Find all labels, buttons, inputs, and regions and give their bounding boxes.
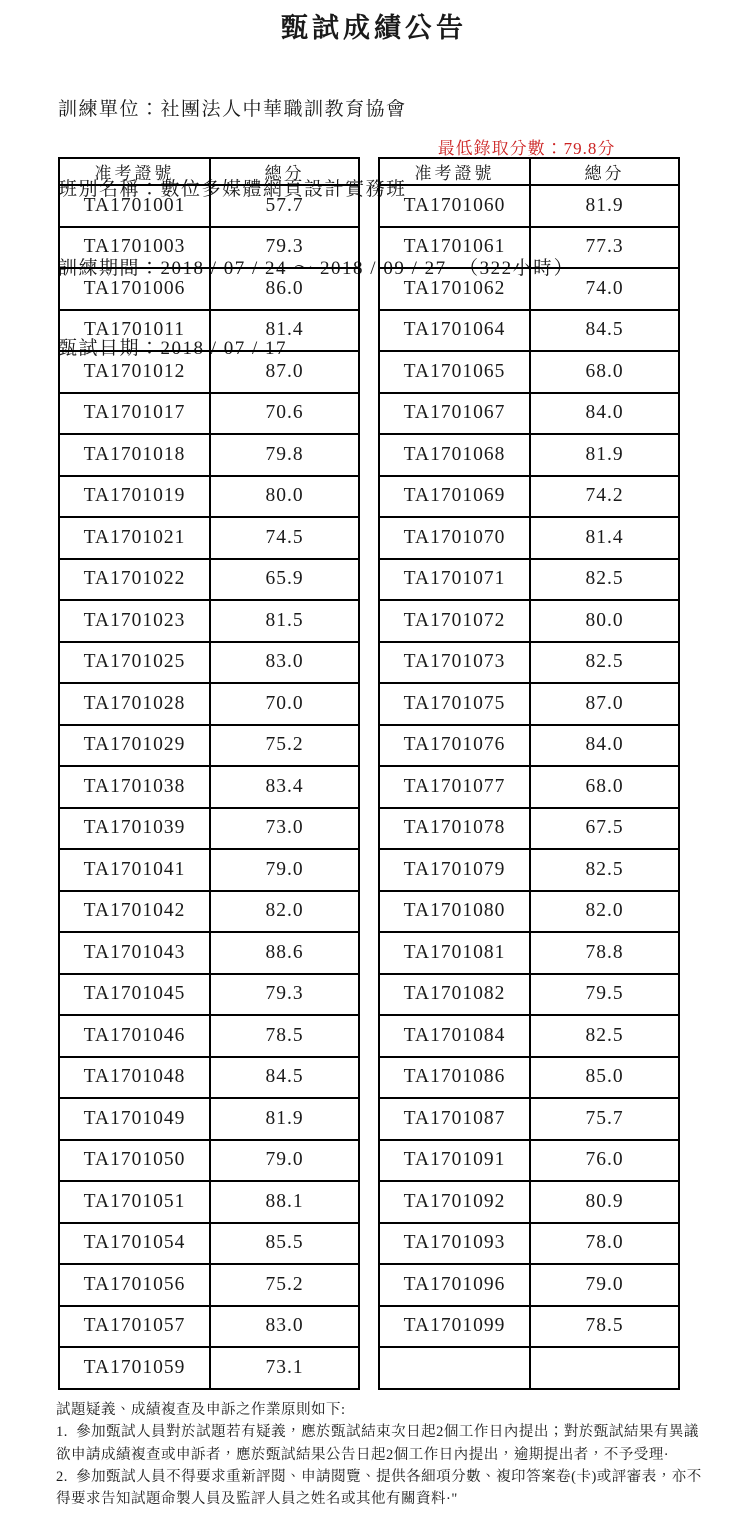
table-row (59, 683, 359, 725)
table-row (379, 766, 679, 808)
table-row (379, 1306, 679, 1348)
table-row (379, 974, 679, 1016)
table-row (379, 393, 679, 435)
score-cell: 80.0 (210, 476, 359, 518)
table-row (59, 351, 359, 393)
exam-id-cell: TA1701080 (379, 891, 530, 933)
score-cell: 84.5 (210, 1057, 359, 1099)
footer-intro-line: 試題疑義、成績複查及申訴之作業原則如下: (56, 1402, 346, 1418)
score-cell: 75.7 (530, 1098, 679, 1140)
table-row (59, 932, 359, 974)
table-row (379, 600, 679, 642)
exam-id-cell: TA1701029 (59, 725, 210, 767)
exam-id-cell: TA1701091 (379, 1140, 530, 1182)
table-row (59, 393, 359, 435)
exam-id-cell: TA1701019 (59, 476, 210, 518)
exam-id-cell: TA1701059 (59, 1347, 210, 1389)
score-cell: 78.0 (530, 1223, 679, 1265)
score-cell: 57.7 (210, 185, 359, 227)
exam-id-cell: TA1701018 (59, 434, 210, 476)
score-cell: 85.0 (530, 1057, 679, 1099)
score-cell: 84.5 (530, 310, 679, 352)
table-row (379, 683, 679, 725)
score-cell: 81.9 (530, 185, 679, 227)
exam-id-cell: TA1701065 (379, 351, 530, 393)
exam-id-cell: TA1701060 (379, 185, 530, 227)
exam-id-cell: TA1701025 (59, 642, 210, 684)
score-cell: 79.0 (210, 849, 359, 891)
score-cell: 74.2 (530, 476, 679, 518)
table-row (379, 1140, 679, 1182)
table-row (59, 1181, 359, 1223)
score-cell: 81.9 (530, 434, 679, 476)
total-score-column-header: 總分 (530, 158, 679, 185)
exam-id-cell: TA1701081 (379, 932, 530, 974)
table-row (379, 476, 679, 518)
total-score-column-header: 總分 (210, 158, 359, 185)
table-row (59, 1015, 359, 1057)
table-row (59, 808, 359, 850)
table-row (59, 268, 359, 310)
score-cell: 81.4 (530, 517, 679, 559)
exam-id-cell: TA1701092 (379, 1181, 530, 1223)
exam-id-cell: TA1701070 (379, 517, 530, 559)
footer-rule-2-line-2: 得要求告知試題命製人員及監評人員之姓名或其他有關資料·" (56, 1491, 458, 1508)
exam-id-cell: TA1701075 (379, 683, 530, 725)
exam-id-cell: TA1701087 (379, 1098, 530, 1140)
table-row (379, 1057, 679, 1099)
score-cell: 83.4 (210, 766, 359, 808)
exam-id-cell: TA1701079 (379, 849, 530, 891)
table-row (379, 849, 679, 891)
score-cell: 82.0 (530, 891, 679, 933)
exam-id-cell: TA1701043 (59, 932, 210, 974)
table-row (59, 1057, 359, 1099)
score-cell: 75.2 (210, 725, 359, 767)
score-cell: 78.5 (210, 1015, 359, 1057)
exam-id-cell: TA1701017 (59, 393, 210, 435)
score-cell: 76.0 (530, 1140, 679, 1182)
exam-id-cell: TA1701062 (379, 268, 530, 310)
table-row (379, 310, 679, 352)
exam-id-cell: TA1701006 (59, 268, 210, 310)
table-header-row (59, 158, 359, 185)
exam-id-cell: TA1701084 (379, 1015, 530, 1057)
exam-id-cell: TA1701061 (379, 227, 530, 269)
score-cell: 83.0 (210, 642, 359, 684)
table-row (379, 517, 679, 559)
table-row (379, 642, 679, 684)
score-cell: 84.0 (530, 725, 679, 767)
footer-rule-1-line-1: 1. 參加甄試人員對於試題若有疑義，應於甄試結束次日起2個工作日內提出；對於甄試結果有異議 (56, 1424, 699, 1441)
footer-rule-2-line-1: 2. 參加甄試人員不得要求重新評閱、申請閱覽、提供各細項分數、複印答案卷(卡)或評審表，亦不 (56, 1468, 702, 1485)
table-row (379, 1098, 679, 1140)
exam-id-cell: TA1701051 (59, 1181, 210, 1223)
exam-id-cell: TA1701073 (379, 642, 530, 684)
table-row (59, 1098, 359, 1140)
score-cell: 82.5 (530, 642, 679, 684)
exam-id-cell: TA1701049 (59, 1098, 210, 1140)
score-cell: 83.0 (210, 1306, 359, 1348)
table-row (59, 849, 359, 891)
table-row (379, 1264, 679, 1306)
exam-id-cell: TA1701012 (59, 351, 210, 393)
table-row (59, 1306, 359, 1348)
table-row (379, 1347, 679, 1389)
exam-id-cell (379, 1347, 530, 1389)
score-cell: 78.5 (530, 1306, 679, 1348)
score-cell: 87.0 (210, 351, 359, 393)
exam-id-cell: TA1701023 (59, 600, 210, 642)
footer-rule-1-line-2: 欲申請成績複查或申訴者，應於甄試結果公告日起2個工作日內提出，逾期提出者，不予受理· (56, 1446, 670, 1463)
exam-id-cell: TA1701068 (379, 434, 530, 476)
score-cell: 74.5 (210, 517, 359, 559)
table-row (379, 808, 679, 850)
score-cell: 88.1 (210, 1181, 359, 1223)
training-unit-line: 訓練單位：社團法人中華職訓教育協會 (58, 99, 407, 120)
exam-id-cell: TA1701056 (59, 1264, 210, 1306)
score-cell: 75.2 (210, 1264, 359, 1306)
table-row (59, 891, 359, 933)
exam-id-cell: TA1701045 (59, 974, 210, 1016)
table-row (59, 185, 359, 227)
exam-id-cell: TA1701039 (59, 808, 210, 850)
table-row (59, 725, 359, 767)
score-cell: 79.3 (210, 227, 359, 269)
score-cell: 85.5 (210, 1223, 359, 1265)
score-cell: 81.9 (210, 1098, 359, 1140)
table-row (379, 559, 679, 601)
table-row (379, 1015, 679, 1057)
table-row (59, 600, 359, 642)
table-header-row (379, 158, 679, 185)
exam-id-cell: TA1701093 (379, 1223, 530, 1265)
score-table-right (378, 157, 680, 1390)
table-row (379, 434, 679, 476)
table-row (59, 766, 359, 808)
score-cell: 68.0 (530, 351, 679, 393)
table-row (379, 351, 679, 393)
table-row (379, 1181, 679, 1223)
table-row (59, 517, 359, 559)
footer-notes (56, 1399, 721, 1510)
score-cell: 79.0 (530, 1264, 679, 1306)
table-row (59, 476, 359, 518)
score-cell: 87.0 (530, 683, 679, 725)
exam-id-cell: TA1701069 (379, 476, 530, 518)
table-row (59, 642, 359, 684)
score-cell: 80.0 (530, 600, 679, 642)
score-cell: 86.0 (210, 268, 359, 310)
table-row (59, 974, 359, 1016)
score-cell: 82.5 (530, 1015, 679, 1057)
exam-id-cell: TA1701072 (379, 600, 530, 642)
table-row (59, 559, 359, 601)
exam-id-cell: TA1701071 (379, 559, 530, 601)
exam-id-cell: TA1701057 (59, 1306, 210, 1348)
table-row (59, 227, 359, 269)
table-row (379, 227, 679, 269)
score-cell: 82.0 (210, 891, 359, 933)
exam-id-cell: TA1701082 (379, 974, 530, 1016)
table-row (59, 434, 359, 476)
score-cell: 73.0 (210, 808, 359, 850)
exam-id-cell: TA1701011 (59, 310, 210, 352)
exam-id-cell: TA1701048 (59, 1057, 210, 1099)
score-cell: 74.0 (530, 268, 679, 310)
score-cell: 84.0 (530, 393, 679, 435)
min-passing-score-note: 最低錄取分數：79.8分 (437, 139, 616, 158)
score-cell: 79.8 (210, 434, 359, 476)
exam-id-cell: TA1701028 (59, 683, 210, 725)
exam-date-line: 甄試日期：2018 / 07 / 17 (58, 337, 288, 359)
score-cell: 82.5 (530, 849, 679, 891)
exam-id-cell: TA1701003 (59, 227, 210, 269)
score-cell: 78.8 (530, 932, 679, 974)
table-row (379, 725, 679, 767)
exam-id-cell: TA1701096 (379, 1264, 530, 1306)
score-cell: 79.3 (210, 974, 359, 1016)
score-cell: 81.4 (210, 310, 359, 352)
score-cell: 88.6 (210, 932, 359, 974)
table-row (59, 1140, 359, 1182)
table-row (59, 310, 359, 352)
score-cell: 65.9 (210, 559, 359, 601)
score-cell: 70.0 (210, 683, 359, 725)
score-cell: 68.0 (530, 766, 679, 808)
exam-id-cell: TA1701041 (59, 849, 210, 891)
exam-id-cell: TA1701042 (59, 891, 210, 933)
training-period-line: 訓練期間：2018 / 07 / 24 ～ 2018 / 09 / 27 （322小時） (58, 258, 575, 279)
score-cell: 80.9 (530, 1181, 679, 1223)
exam-id-cell: TA1701076 (379, 725, 530, 767)
exam-id-cell: TA1701050 (59, 1140, 210, 1182)
exam-id-cell: TA1701001 (59, 185, 210, 227)
score-cell: 67.5 (530, 808, 679, 850)
table-row (59, 1264, 359, 1306)
exam-id-cell: TA1701054 (59, 1223, 210, 1265)
score-cell: 79.0 (210, 1140, 359, 1182)
score-table-left (58, 157, 360, 1390)
page-title: 甄試成績公告 (281, 13, 467, 43)
score-cell (530, 1347, 679, 1389)
exam-id-column-header: 准考證號 (379, 158, 530, 185)
exam-id-cell: TA1701022 (59, 559, 210, 601)
exam-id-column-header: 准考證號 (59, 158, 210, 185)
table-row (379, 268, 679, 310)
table-row (379, 1223, 679, 1265)
score-cell: 81.5 (210, 600, 359, 642)
score-cell: 77.3 (530, 227, 679, 269)
exam-id-cell: TA1701099 (379, 1306, 530, 1348)
exam-id-cell: TA1701046 (59, 1015, 210, 1057)
exam-id-cell: TA1701077 (379, 766, 530, 808)
exam-id-cell: TA1701064 (379, 310, 530, 352)
exam-id-cell: TA1701038 (59, 766, 210, 808)
exam-id-cell: TA1701086 (379, 1057, 530, 1099)
exam-id-cell: TA1701021 (59, 517, 210, 559)
class-name-line: 班別名稱：數位多媒體網頁設計實務班 (58, 178, 407, 200)
table-row (379, 185, 679, 227)
table-row (379, 932, 679, 974)
table-row (379, 891, 679, 933)
score-cell: 82.5 (530, 559, 679, 601)
table-row (59, 1223, 359, 1265)
table-row (59, 1347, 359, 1389)
score-cell: 70.6 (210, 393, 359, 435)
exam-id-cell: TA1701078 (379, 808, 530, 850)
score-cell: 79.5 (530, 974, 679, 1016)
exam-id-cell: TA1701067 (379, 393, 530, 435)
score-cell: 73.1 (210, 1347, 359, 1389)
